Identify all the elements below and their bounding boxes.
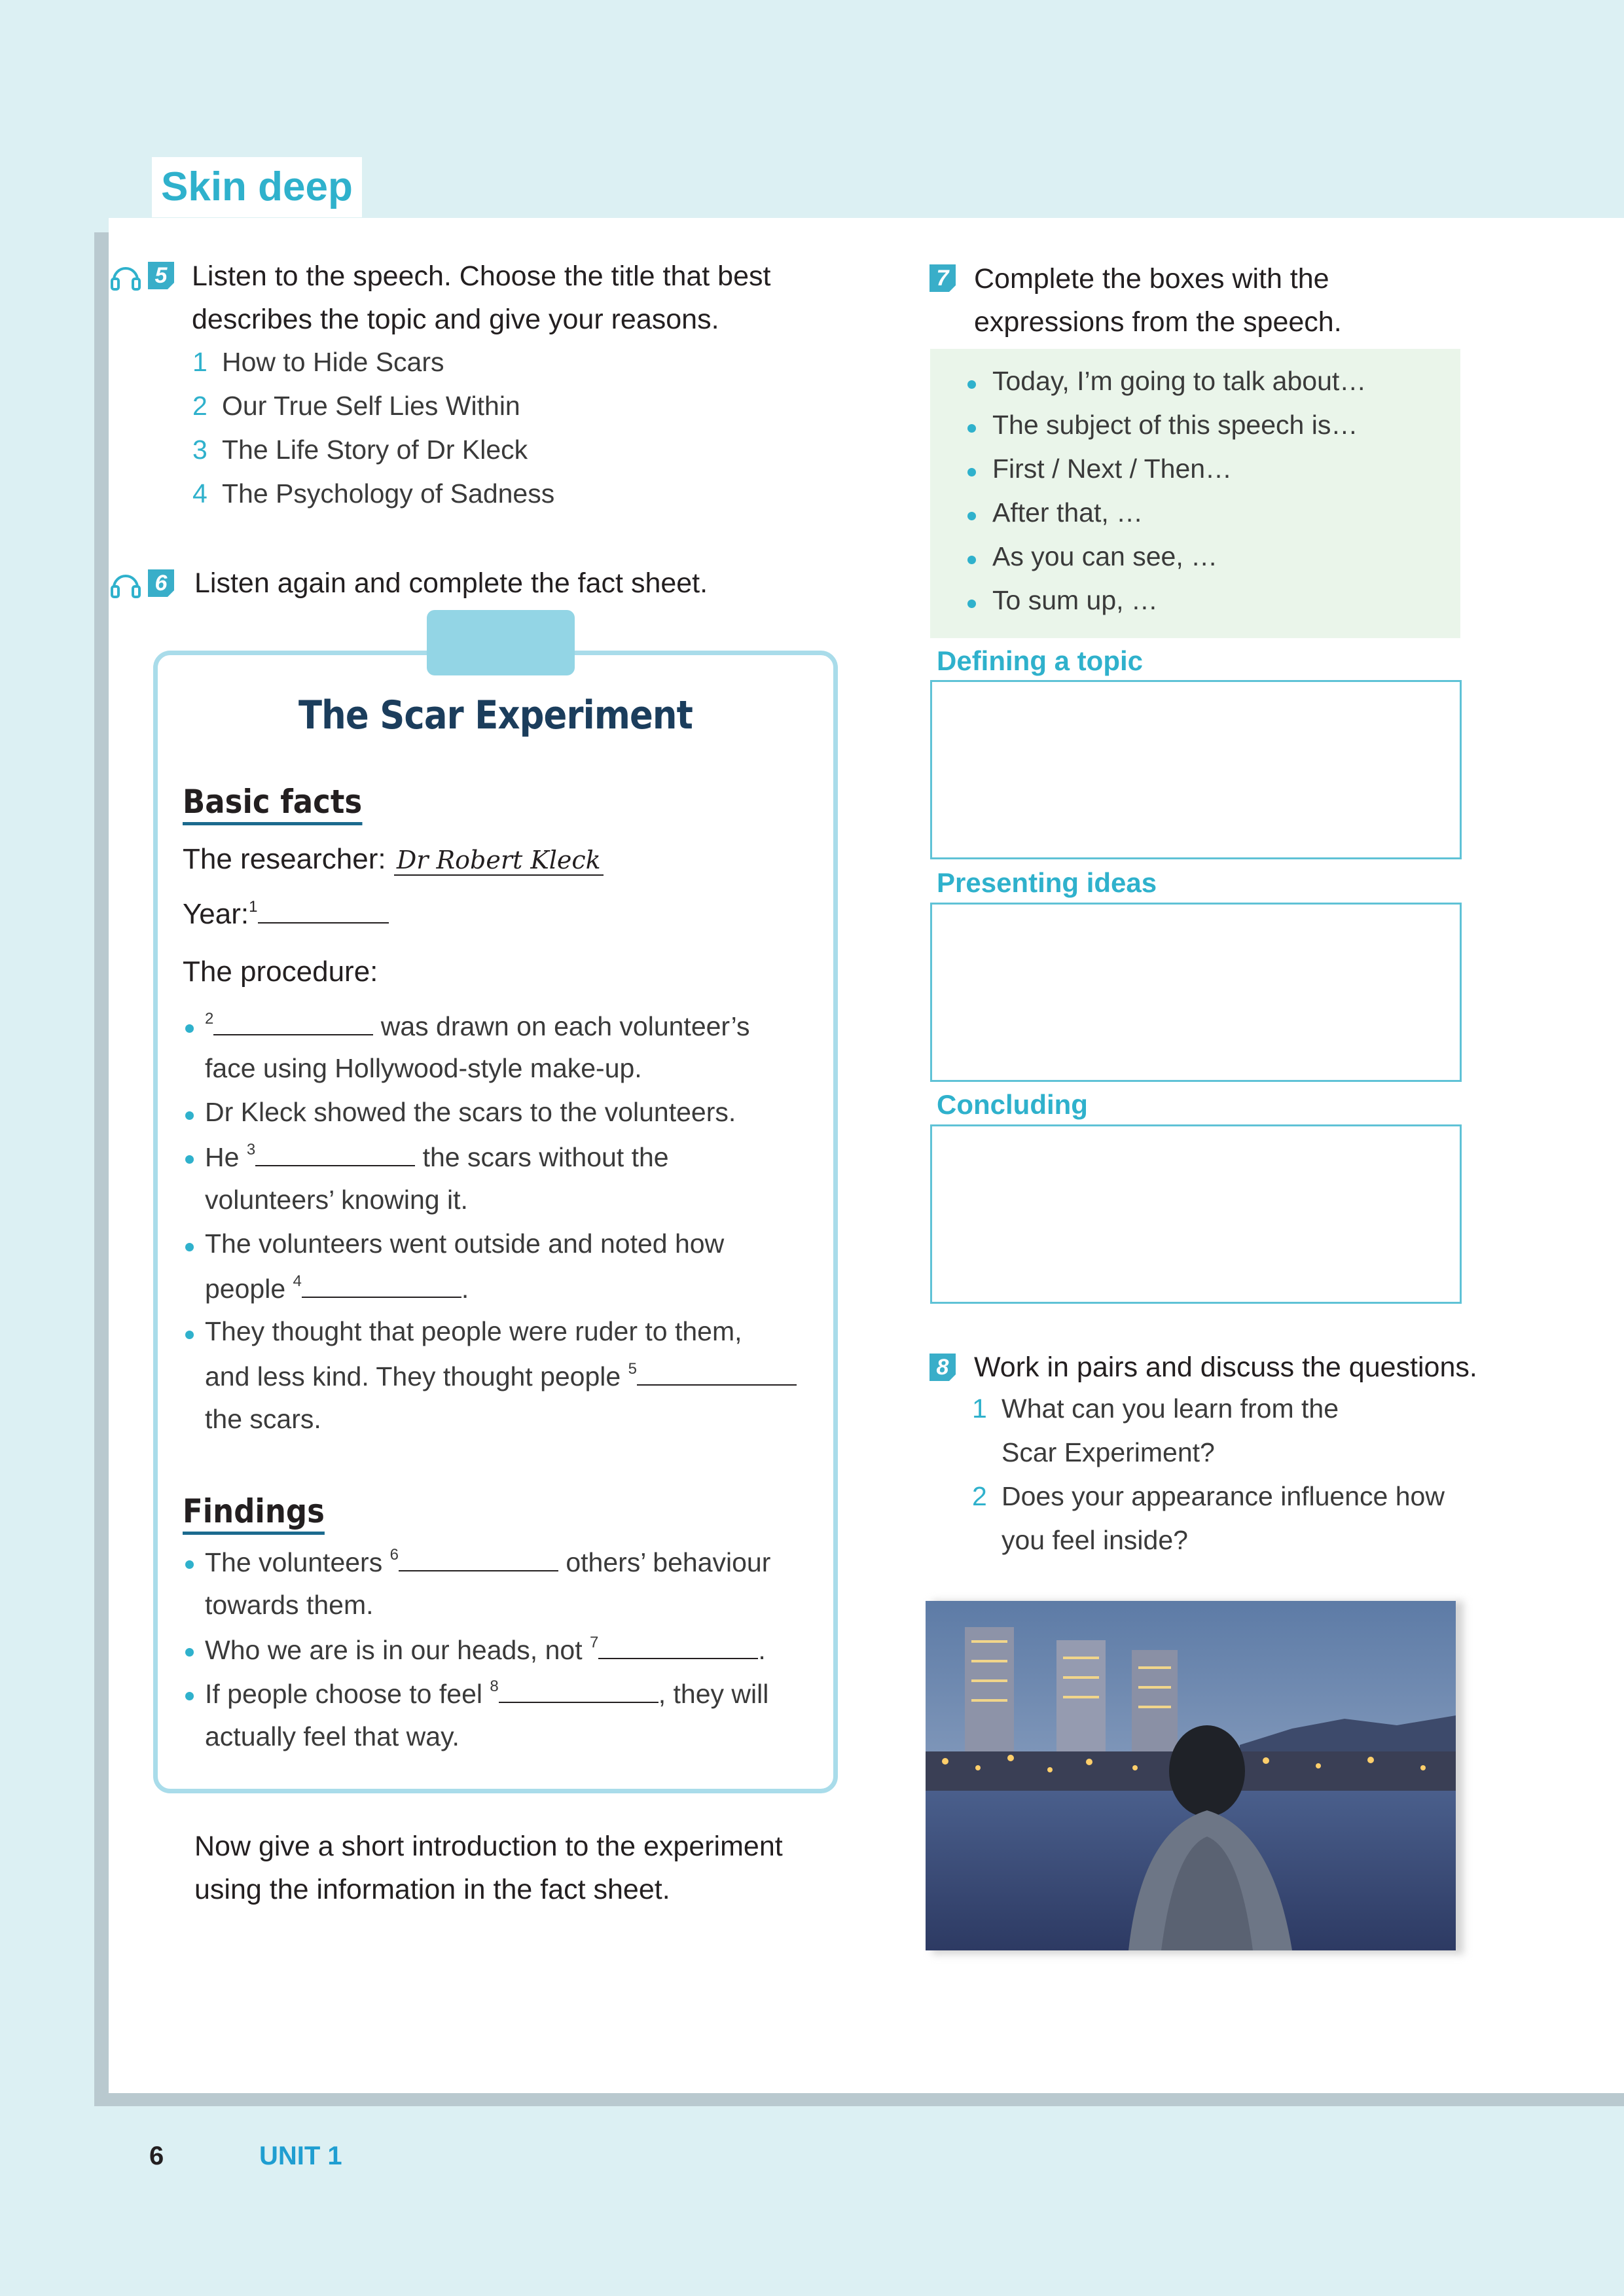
item-text: Who we are is in our heads, not (205, 1635, 590, 1665)
finding-item-2 (205, 1634, 766, 1666)
researcher-line (183, 843, 604, 876)
expression-item: First / Next / Then… (992, 454, 1233, 484)
finding-item-1 (205, 1546, 770, 1578)
exercise-8-badge: 8 (929, 1354, 956, 1381)
headphones-icon (110, 260, 141, 291)
exercise-8-instruction: Work in pairs and discuss the questions. (974, 1352, 1477, 1383)
basic-facts-heading: Basic facts (183, 783, 362, 825)
bullet-dot (185, 1692, 194, 1700)
gap-number: 7 (589, 1634, 599, 1651)
bullet-dot (185, 1331, 194, 1339)
option-text: The Psychology of Sadness (222, 478, 555, 509)
finding-item-1-cont: towards them. (205, 1590, 374, 1620)
clipboard-clip-top (452, 610, 550, 636)
gap-blank[interactable] (637, 1378, 797, 1386)
item-text: The volunteers (205, 1547, 390, 1577)
bullet-dot (185, 1243, 194, 1251)
question-text: you feel inside? (1001, 1525, 1188, 1555)
finding-item-3 (205, 1677, 768, 1710)
category-label-defining: Defining a topic (937, 645, 1143, 676)
fact-sheet-title: The Scar Experiment (298, 692, 693, 738)
unit-label: UNIT 1 (259, 2142, 342, 2170)
bullet-dot (967, 424, 976, 433)
item-text: . (461, 1274, 469, 1304)
now-instruction-line2: using the information in the fact sheet. (194, 1874, 670, 1905)
category-label-presenting: Presenting ideas (937, 867, 1157, 898)
question-text: Scar Experiment? (1001, 1437, 1215, 1467)
findings-heading: Findings (183, 1492, 325, 1535)
city-waterfront-photo (926, 1601, 1456, 1950)
option-text: How to Hide Scars (222, 347, 444, 377)
bullet-dot (967, 512, 976, 520)
procedure-item-5: They thought that people were ruder to them, (205, 1316, 742, 1346)
exercise-5-badge: 5 (148, 262, 174, 289)
gap-blank[interactable] (258, 916, 389, 924)
finding-item-3-cont: actually feel that way. (205, 1721, 460, 1751)
gap-number: 1 (249, 898, 258, 916)
bullet-dot (185, 1648, 194, 1657)
gap-blank[interactable] (302, 1290, 461, 1298)
option-text: Our True Self Lies Within (222, 391, 520, 421)
procedure-item-5-cont (205, 1360, 797, 1392)
expression-item: To sum up, … (992, 585, 1158, 615)
photo-illustration (926, 1601, 1456, 1950)
gap-number: 6 (389, 1546, 399, 1564)
procedure-item-4: The volunteers went outside and noted how (205, 1229, 725, 1259)
procedure-item-2: Dr Kleck showed the scars to the volunteers. (205, 1097, 736, 1127)
procedure-item-5-end: the scars. (205, 1404, 321, 1434)
bullet-dot (185, 1560, 194, 1569)
item-text: was drawn on each volunteer’s (373, 1011, 750, 1041)
exercise-5-instruction-line1: Listen to the speech. Choose the title that best (192, 260, 771, 292)
bullet-dot (967, 380, 976, 389)
expression-item: After that, … (992, 497, 1144, 528)
question-number: 2 (972, 1481, 987, 1511)
researcher-label: The researcher: (183, 843, 386, 875)
option-number: 3 (192, 435, 208, 465)
exercise-5-instruction-line2: describes the topic and give your reasons. (192, 304, 719, 335)
item-text: He (205, 1142, 247, 1172)
now-instruction-line1: Now give a short introduction to the experiment (194, 1831, 783, 1862)
item-text: , they will (658, 1679, 769, 1709)
gap-blank[interactable] (399, 1564, 558, 1571)
procedure-item-3-cont: volunteers’ knowing it. (205, 1185, 468, 1215)
bullet-dot (185, 1024, 194, 1033)
exercise-6-badge: 6 (148, 569, 174, 597)
year-label: Year: (183, 898, 249, 930)
question-number: 1 (972, 1393, 987, 1424)
researcher-value: Dr Robert Kleck (394, 846, 604, 876)
item-text: people (205, 1274, 293, 1304)
gap-blank[interactable] (499, 1695, 659, 1703)
item-text: . (758, 1635, 766, 1665)
gap-number: 8 (490, 1677, 499, 1695)
bullet-dot (967, 600, 976, 608)
procedure-item-1 (205, 1010, 749, 1042)
gap-number: 3 (246, 1141, 256, 1158)
bullet-dot (967, 468, 976, 476)
expression-item: As you can see, … (992, 541, 1218, 571)
question-text: What can you learn from the (1001, 1393, 1339, 1424)
procedure-label: The procedure: (183, 956, 378, 988)
option-number: 1 (192, 347, 208, 377)
headphones-icon (110, 568, 141, 598)
procedure-item-3 (205, 1141, 669, 1173)
year-line (183, 898, 389, 931)
option-number: 2 (192, 391, 208, 421)
exercise-7-instruction-line1: Complete the boxes with the (974, 263, 1329, 295)
expression-item: The subject of this speech is… (992, 410, 1358, 440)
item-text: others’ behaviour (558, 1547, 771, 1577)
exercise-7-instruction-line2: expressions from the speech. (974, 306, 1342, 338)
exercise-6-instruction: Listen again and complete the fact sheet. (194, 567, 708, 599)
question-text: Does your appearance influence how (1001, 1481, 1445, 1511)
exercise-7-badge: 7 (929, 264, 956, 292)
option-number: 4 (192, 478, 208, 509)
gap-number: 2 (205, 1010, 214, 1028)
answer-box-concluding[interactable] (930, 1124, 1462, 1304)
answer-box-defining[interactable] (930, 680, 1462, 859)
procedure-item-1-cont: face using Hollywood-style make-up. (205, 1053, 642, 1083)
expression-item: Today, I’m going to talk about… (992, 366, 1367, 396)
bullet-dot (967, 556, 976, 564)
bullet-dot (185, 1155, 194, 1164)
procedure-item-4-cont (205, 1272, 469, 1304)
item-text: and less kind. They thought people (205, 1361, 628, 1391)
gap-number: 5 (628, 1360, 637, 1378)
gap-blank[interactable] (255, 1158, 415, 1166)
section-title: Skin deep (152, 157, 362, 217)
gap-number: 4 (293, 1272, 302, 1290)
answer-box-presenting[interactable] (930, 903, 1462, 1082)
gap-blank[interactable] (598, 1651, 758, 1659)
bullet-dot (185, 1111, 194, 1120)
option-text: The Life Story of Dr Kleck (222, 435, 528, 465)
item-text: the scars without the (415, 1142, 669, 1172)
item-text: If people choose to feel (205, 1679, 490, 1709)
page-number: 6 (149, 2142, 164, 2170)
gap-blank[interactable] (213, 1028, 373, 1035)
category-label-concluding: Concluding (937, 1089, 1088, 1120)
